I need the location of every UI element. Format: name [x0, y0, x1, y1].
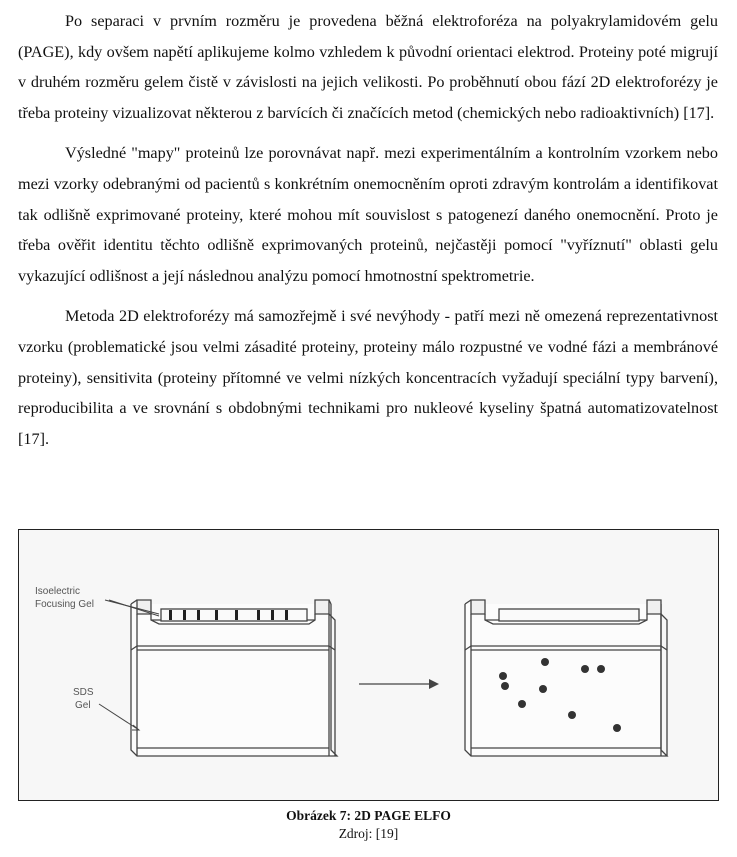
- paragraph-3: Metoda 2D elektroforézy má samozřejmě i své nevýhody - patří mezi ně omezená reprezentativnost vzorku (problematické jsou velmi zásadité proteiny, proteiny málo rozpustné ve vodné fázi a membránové proteiny), sensitivita (proteiny přítomné ve velmi nízkých koncentracích vyžadují speciální typy barvení), reproducibilita a ve srovnání s obdobnými technikami pro nukleové kyseliny špatná automatizovatelnost [17].: [18, 307, 718, 448]
- sds-label-line2: Gel: [75, 700, 91, 711]
- figure-caption: Obrázek 7: 2D PAGE ELFO: [286, 808, 451, 823]
- figure-source: Zdroj: [19]: [338, 826, 399, 841]
- sds-label-line1: SDS: [73, 687, 94, 698]
- paragraph-2: Výsledné "mapy" proteinů lze porovnávat např. mezi experimentálním a kontrolním vzorkem nebo mezi vzorky odebranými od pacientů s konkrétním onemocněním oproti zdravým kontrolám a identifikovat tak odlišně exprimované proteiny, které mohou mít souvislost s patogenezí daného onemocnění. Proto je třeba ověřit identitu těchto odlišně exprimovaných proteinů, nejčastěji pomocí "vyříznutí" oblasti gelu vykazující odlišnost a její následnou analýzu pomocí hmotnostní spektrometrie.: [18, 144, 718, 285]
- document-body: [18, 6, 718, 454]
- right-gel-apparatus: [465, 600, 667, 756]
- ief-label-line1: Isoelectric: [35, 586, 81, 597]
- figure-2d-page-diagram: [18, 529, 719, 801]
- figure-illustration: [19, 530, 718, 800]
- ief-label-line2: Focusing Gel: [35, 599, 94, 610]
- left-gel-apparatus: [131, 600, 337, 756]
- paragraph-1: Po separaci v prvním rozměru je provedena běžná elektroforéza na polyakrylamidovém gelu (PAGE), kdy ovšem napětí aplikujeme kolmo vzhledem k původní orientaci elektrod. Proteiny poté migrují v druhém rozměru gelem čistě v závislosti na jejich velikosti. Po proběhnutí obou fází 2D elektroforézy je třeba proteiny vizualizovat některou z barvících či značících metod (chemických nebo radioaktivních) [17].: [18, 12, 718, 122]
